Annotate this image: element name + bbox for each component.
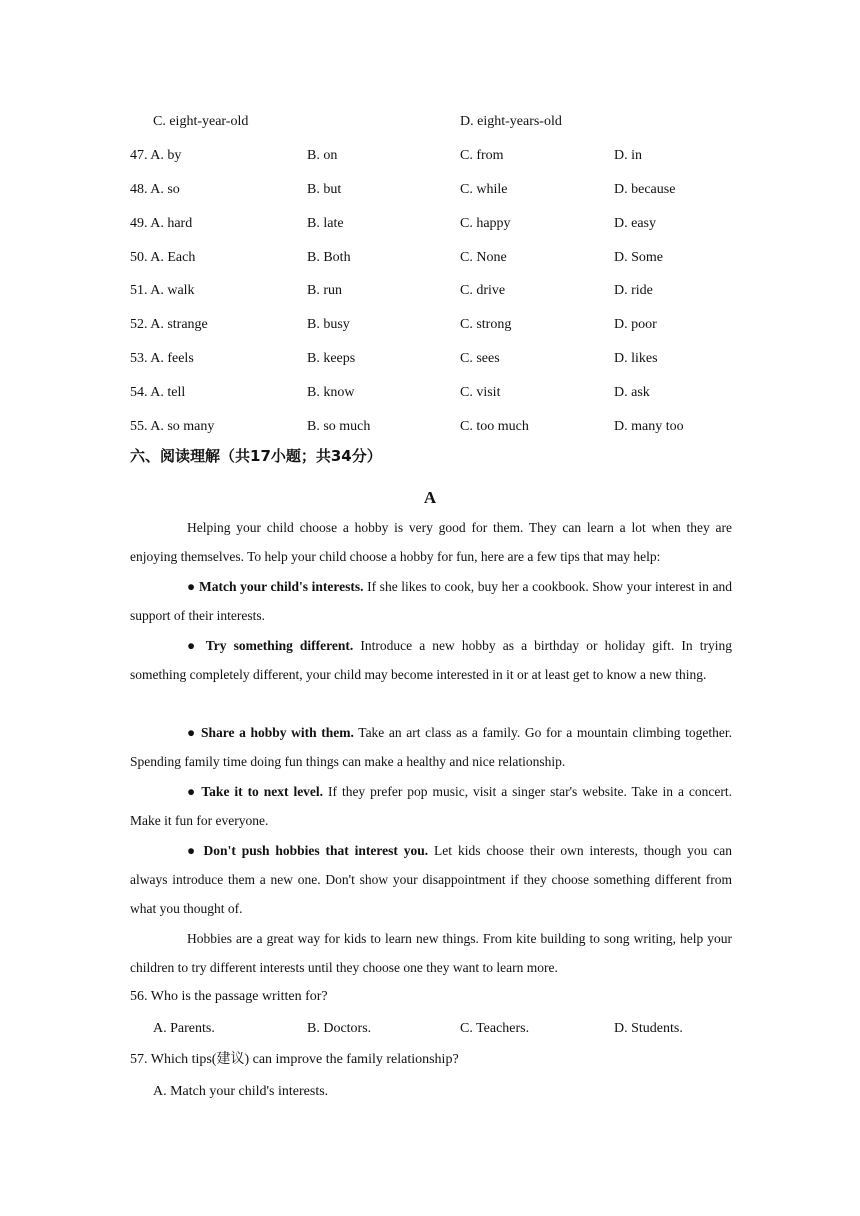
option-c: C. too much: [460, 419, 529, 434]
passage-tip-4: [130, 777, 732, 835]
option-d: D. poor: [614, 317, 657, 332]
option-b: B. know: [307, 385, 355, 400]
passage-tip-5: [130, 836, 732, 924]
option-c: C. strong: [460, 317, 512, 332]
tip-title: ● Share a hobby with them.: [187, 725, 354, 740]
option-b: B. Both: [307, 250, 351, 265]
option-b: B. run: [307, 283, 342, 298]
option-a: 54. A. tell: [130, 385, 186, 400]
tip-text: If she likes to cook, buy her a cookbook. Show your interest in and support of their interests.: [130, 579, 732, 624]
option-c: C. drive: [460, 283, 506, 298]
q57-stem: 57. Which tips(建议) can improve the family relationship?: [130, 1052, 459, 1067]
passage-tip-2: [130, 631, 732, 689]
q56-option-c: C. Teachers.: [460, 1021, 530, 1036]
tip-text: Introduce a new hobby as a birthday or holiday gift. In trying something completely different, your child may become interested in it or at least get to know a new thing.: [130, 638, 732, 683]
tip-title: ● Try something different.: [187, 638, 354, 653]
option-d: D. Some: [614, 250, 663, 265]
option-c: C. None: [460, 250, 507, 265]
option-c: C. happy: [460, 216, 511, 231]
option-a: 52. A. strange: [130, 317, 208, 332]
option-a: 51. A. walk: [130, 283, 195, 298]
passage-paragraph-intro: Helping your child choose a hobby is very good for them. They can learn a lot when they are enjoying themselves. To help your child choose a hobby for fun, here are a few tips that may help:: [130, 520, 732, 565]
q56-option-d: D. Students.: [614, 1021, 683, 1036]
option-a: 55. A. so many: [130, 419, 215, 434]
option-d: D. because: [614, 182, 676, 197]
passage-title: A: [423, 488, 437, 507]
option-b: B. but: [307, 182, 342, 197]
option-d: D. likes: [614, 351, 658, 366]
q56-option-a: A. Parents.: [153, 1021, 215, 1036]
option-a: 53. A. feels: [130, 351, 194, 366]
tip-title: ● Don't push hobbies that interest you.: [187, 843, 429, 858]
option-b: B. so much: [307, 419, 371, 434]
option-d: D. ask: [614, 385, 650, 400]
option-a: 49. A. hard: [130, 216, 193, 231]
q57-option-a: A. Match your child's interests.: [153, 1084, 329, 1099]
option-a: 50. A. Each: [130, 250, 196, 265]
tip-text: Let kids choose their own interests, though you can always introduce them a new one. Don't show your disappointment if they choose something different from what you thought of.: [130, 843, 732, 917]
passage-tip-1: [130, 572, 732, 630]
tip-text: If they prefer pop music, visit a singer star's website. Take in a concert. Make it fun for everyone.: [130, 784, 732, 829]
tip-title: ● Take it to next level.: [187, 784, 324, 799]
option-d: D. many too: [614, 419, 684, 434]
option-c: C. while: [460, 182, 508, 197]
passage-paragraph-conclusion: Hobbies are a great way for kids to learn new things. From kite building to song writing, help your children to try different interests until they choose one they want to learn more.: [130, 931, 732, 976]
option-c: C. sees: [460, 351, 500, 366]
option-c: C. from: [460, 148, 504, 163]
passage-tip-3: [130, 718, 732, 776]
option-a: 48. A. so: [130, 182, 180, 197]
option-b: B. busy: [307, 317, 350, 332]
section-heading: 六、阅读理解（共17小题；共34分）: [130, 447, 382, 465]
option-d: D. ride: [614, 283, 653, 298]
option-a: 47. A. by: [130, 148, 182, 163]
tip-text: Take an art class as a family. Go for a mountain climbing together. Spending family time doing fun things can make a healthy and nice relationship.: [130, 725, 732, 770]
option-b: B. keeps: [307, 351, 356, 366]
option-d: D. easy: [614, 216, 656, 231]
option-c: C. visit: [460, 385, 501, 400]
option-b: B. on: [307, 148, 338, 163]
q56-option-b: B. Doctors.: [307, 1021, 372, 1036]
option-b: B. late: [307, 216, 344, 231]
q56-stem: 56. Who is the passage written for?: [130, 989, 328, 1004]
option-d: D. in: [614, 148, 642, 163]
q46-option-c: C. eight-year-old: [153, 114, 249, 129]
q46-option-d: D. eight-years-old: [460, 114, 562, 129]
tip-title: ● Match your child's interests.: [187, 579, 364, 594]
